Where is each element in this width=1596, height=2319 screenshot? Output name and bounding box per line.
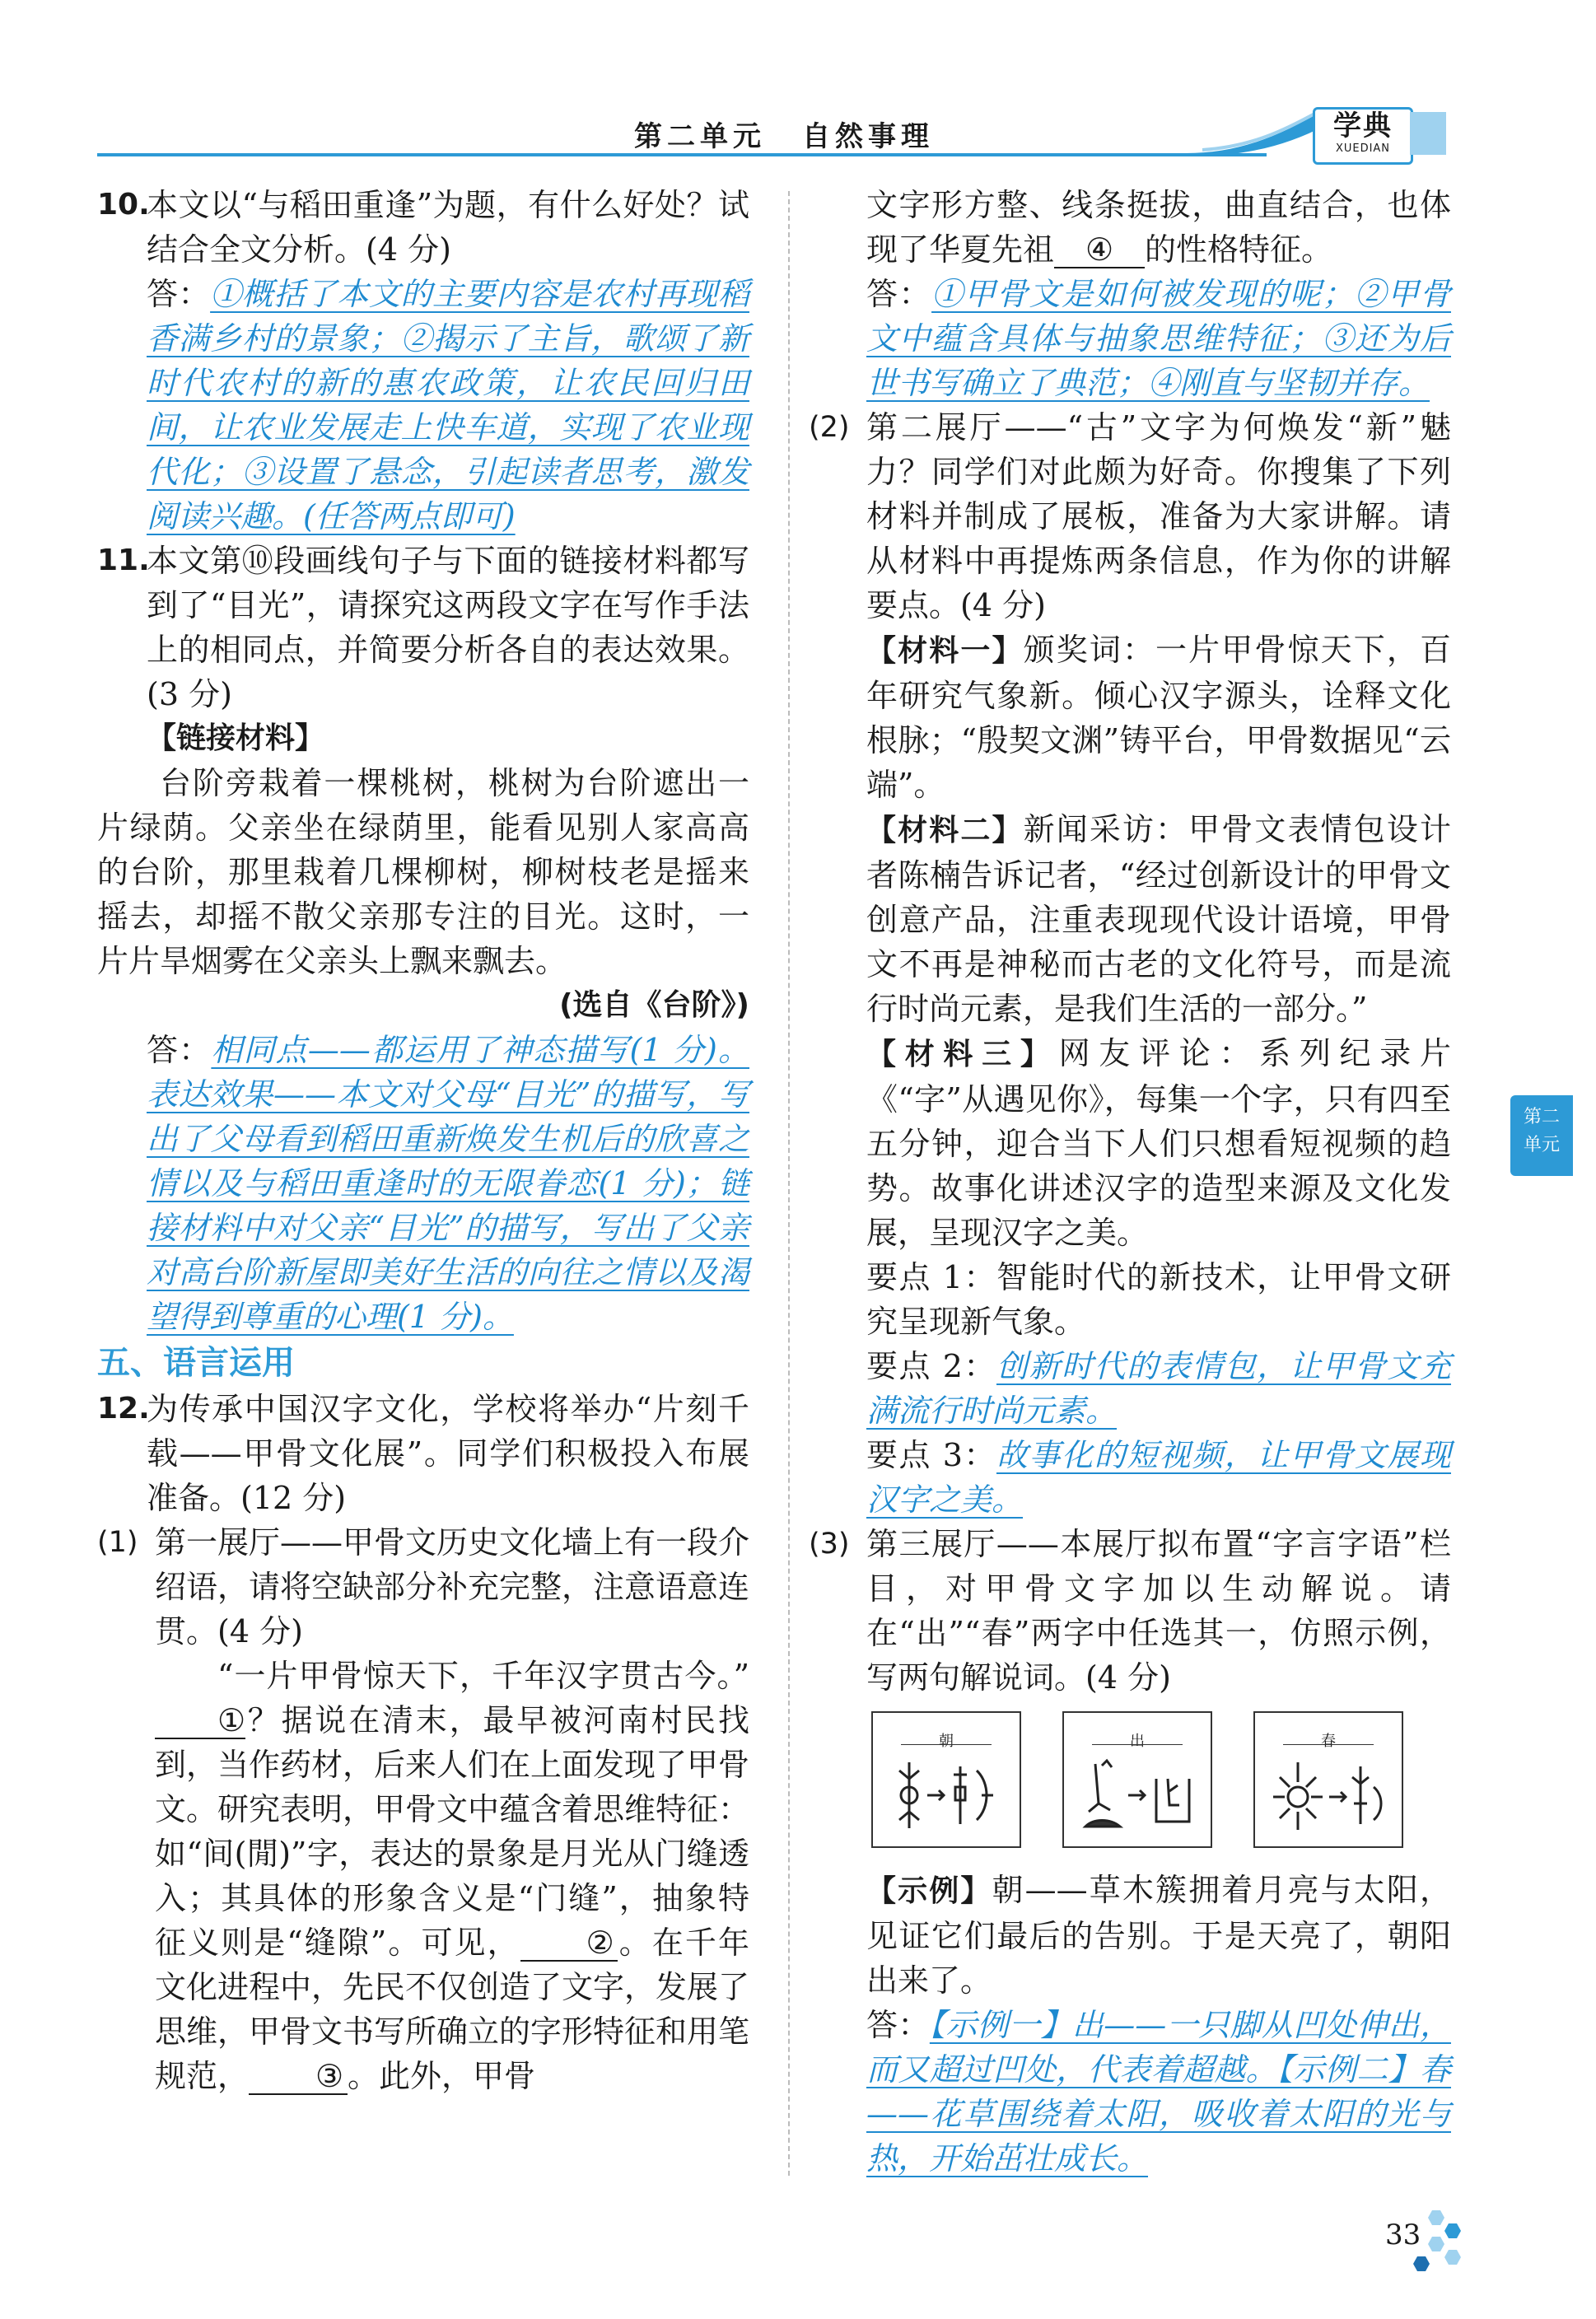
- answer-label: 答：: [147, 276, 211, 312]
- question-text: 本文以“与稻田重逢”为题，有什么好处？试结合全文分析。(4 分): [147, 187, 749, 268]
- left-column: [97, 183, 749, 2098]
- blank-2: ②: [520, 1925, 618, 1962]
- key-point-2: [809, 1344, 1451, 1433]
- answer-label: 答：: [866, 276, 932, 312]
- char-card-zhao: [871, 1711, 1021, 1848]
- logo-main: 学典: [1333, 110, 1393, 142]
- material-source: (选自《台阶》): [559, 988, 749, 1022]
- key-point-3: [809, 1433, 1451, 1522]
- blank-1: ①: [155, 1703, 245, 1739]
- column-divider: [788, 191, 790, 2176]
- answer-label: 答：: [866, 2007, 930, 2043]
- material-text: 颁奖词：一片甲骨惊天下，百年研究气象新。倾心汉字源头，诠释文化根脉；“殷契文渊”铸平台，甲骨数据见“云端”。: [866, 632, 1451, 803]
- key-point-label: 要点 1：: [866, 1259, 996, 1295]
- intro-text: 的性格特征。: [1145, 231, 1333, 268]
- blank-4: ④: [1054, 232, 1145, 268]
- oracle-chu-icon: [1077, 1754, 1197, 1836]
- intro-text: ？据说在清末，最早被河南村民找到，当作药材，后来人们在上面发现了甲骨文。研究表明，甲骨文中蕴含着思维特征：如“间(閒)”字，表达的景象是月光从门缝透入；其具体的形象含义是“门缝”，抽象特征义则是“缝隙”。可见，: [155, 1702, 750, 1961]
- question-11: [97, 539, 749, 716]
- material-text: 新闻采访：甲骨文表情包设计者陈楠告诉记者，“经过创新设计的甲骨文创意产品，注重表现现代设计语境，甲骨文不再是神秘而古老的文化符号，而是流行时尚元素，是我们生活的一部分。”: [866, 811, 1451, 1027]
- hex-decor: [1444, 2223, 1461, 2238]
- char-label: 出: [1064, 1719, 1211, 1764]
- material-1: [809, 628, 1451, 807]
- subquestion-text: 第二展厅——“古”文字为何焕发“新”魅力？同学们对此颇为好奇。你搜集了下列材料并制成了展板，准备为大家讲解。请从材料中再提炼两条信息，作为你的讲解要点。(4 分): [866, 409, 1451, 623]
- answer-12-3: [809, 2003, 1451, 2181]
- char-label: 朝: [873, 1719, 1020, 1764]
- subquestion-number: (3): [809, 1528, 850, 1561]
- intro-passage: [97, 1654, 749, 2098]
- subquestion-number: (2): [809, 411, 850, 444]
- side-tab-line: 第二: [1523, 1107, 1560, 1127]
- question-text: 为传承中国汉字文化，学校将举办“片刻千载——甲骨文化展”。同学们积极投入布展准备。(12 分): [147, 1391, 749, 1516]
- hex-decor: [1444, 2250, 1461, 2265]
- answer-12-1: [809, 272, 1451, 405]
- answer-text: 【示例一】出——一只脚从凹处伸出，而又超过凹处，代表着超越。【示例二】春——花草围绕着太阳，吸收着太阳的光与热，开始茁壮成长。: [866, 2007, 1451, 2177]
- subquestion-1: [97, 1520, 749, 1654]
- link-material: 台阶旁栽着一棵桃树，桃树为台阶遮出一片绿荫。父亲坐在绿荫里，能看见别人家高高的台阶，那里栽着几棵柳树，柳树枝老是摇来摇去，却摇不散父亲那专注的目光。这时，一片片旱烟雾在父亲头上飘来飘去。: [97, 765, 749, 979]
- header-topic: 自然事理: [802, 120, 934, 153]
- header-title: [634, 114, 934, 154]
- header-unit: 第二单元: [634, 120, 766, 153]
- hex-decor: [1428, 2237, 1444, 2251]
- section-title: 五、语言运用: [97, 1344, 295, 1382]
- answer-text: ①概括了本文的主要内容是农村再现稻香满乡村的景象；②揭示了主旨，歌颂了新时代农村的新的惠农政策，让农民回归田间，让农业发展走上快车道，实现了农业现代化；③设置了悬念，引起读者思考，激发阅读兴趣。(任答两点即可): [147, 276, 749, 534]
- right-column: [809, 183, 1451, 2181]
- material-label: 【材料二】: [866, 814, 1024, 847]
- key-point-answer: 故事化的短视频，让甲骨文展现汉字之美。: [866, 1437, 1451, 1518]
- char-card-chun: [1253, 1711, 1403, 1848]
- example: [809, 1868, 1451, 2003]
- answer-11: [97, 1028, 749, 1339]
- logo-sub: XUEDIAN: [1335, 142, 1391, 155]
- example-text: 朝——草木簇拥着月亮与太阳，见证它们最后的告别。于是天亮了，朝阳出来了。: [866, 1872, 1451, 1999]
- subquestion-text: 第一展厅——甲骨文历史文化墙上有一段介绍语，请将空缺部分补充完整，注意语意连贯。(4 分): [155, 1524, 750, 1649]
- intro-text: “一片甲骨惊天下，千年汉字贯古今。”: [217, 1658, 749, 1694]
- key-point-label: 要点 2：: [866, 1348, 996, 1384]
- unit-side-tab: [1510, 1095, 1573, 1176]
- oracle-chun-icon: [1268, 1754, 1388, 1836]
- example-label: 【示例】: [866, 1874, 992, 1908]
- material-label: 【材料三】: [866, 1038, 1059, 1071]
- material-text: 网友评论：系列纪录片《“字”从遇见你》，每集一个字，只有四至五分钟，迎合当下人们只想看短视频的趋势。故事化讲述汉字的造型来源及文化发展，呈现汉字之美。: [866, 1035, 1451, 1251]
- key-point-answer: 创新时代的表情包，让甲骨文充满流行时尚元素。: [866, 1348, 1451, 1429]
- hex-decor: [1413, 2256, 1430, 2271]
- question-number: 12.: [97, 1392, 150, 1425]
- answer-label: 答：: [147, 1032, 212, 1068]
- logo-bar: [1410, 112, 1446, 155]
- brand-logo: [1313, 107, 1413, 165]
- header-rule: [97, 153, 1267, 156]
- question-text: 本文第⑩段画线句子与下面的链接材料都写到了“目光”，请探究这两段文字在写作手法上的相同点，并简要分析各自的表达效果。(3 分): [147, 543, 749, 712]
- subquestion-2: [809, 405, 1451, 628]
- question-number: 11.: [97, 544, 150, 577]
- char-card-chu: [1062, 1711, 1212, 1848]
- oracle-zhao-icon: [886, 1754, 1006, 1836]
- answer-10: [97, 272, 749, 539]
- key-point-text: 智能时代的新技术，让甲骨文研究呈现新气象。: [866, 1259, 1451, 1340]
- question-12: [97, 1387, 749, 1520]
- subquestion-3: [809, 1522, 1451, 1700]
- intro-continuation: [809, 183, 1451, 272]
- header-swoosh: [1186, 105, 1326, 156]
- blank-3: ③: [249, 2059, 348, 2095]
- material-2: [809, 807, 1451, 1031]
- intro-text: 文字形方整、线条挺拔，曲直结合，也体现了华夏先祖: [866, 187, 1451, 268]
- oracle-character-images: [809, 1711, 1451, 1859]
- subquestion-number: (1): [97, 1526, 138, 1559]
- page-number: 33: [1385, 2219, 1421, 2251]
- side-tab-line: 单元: [1523, 1135, 1560, 1155]
- material-label: 【材料一】: [866, 634, 1024, 668]
- char-label: 春: [1255, 1719, 1402, 1764]
- answer-text: 相同点——都运用了神态描写(1 分)。表达效果——本文对父母“目光”的描写，写出了父母看到稻田重新焕发生机后的欣喜之情以及与稻田重逢时的无限眷恋(1 分)；链接材料中对父亲“目光”的描写，写出了父亲对高台阶新屋即美好生活的向往之情以及渴望得到尊重的心理(1 分)。: [147, 1032, 749, 1335]
- intro-text: 。此外，甲骨: [348, 2058, 536, 2094]
- intro-text: 。在千年文化进程中，先民不仅创造了文字，发展了思维，甲骨文书写所确立的字形特征和用笔规范，: [155, 1925, 750, 2094]
- key-point-label: 要点 3：: [866, 1437, 996, 1473]
- hex-decor: [1428, 2210, 1444, 2225]
- material-heading: 【链接材料】: [147, 721, 325, 755]
- question-10: [97, 183, 749, 272]
- subquestion-text: 第三展厅——本展厅拟布置“字言字语”栏目，对甲骨文字加以生动解说。请在“出”“春”两字中任选其一，仿照示例，写两句解说词。(4 分): [866, 1526, 1451, 1696]
- key-point-1: [809, 1255, 1451, 1344]
- page-header: [0, 0, 1596, 165]
- question-number: 10.: [97, 188, 150, 222]
- answer-text: ①甲骨文是如何被发现的呢；②甲骨文中蕴含具体与抽象思维特征；③还为后世书写确立了典范；④刚直与坚韧并存。: [866, 276, 1451, 401]
- material-3: [809, 1031, 1451, 1255]
